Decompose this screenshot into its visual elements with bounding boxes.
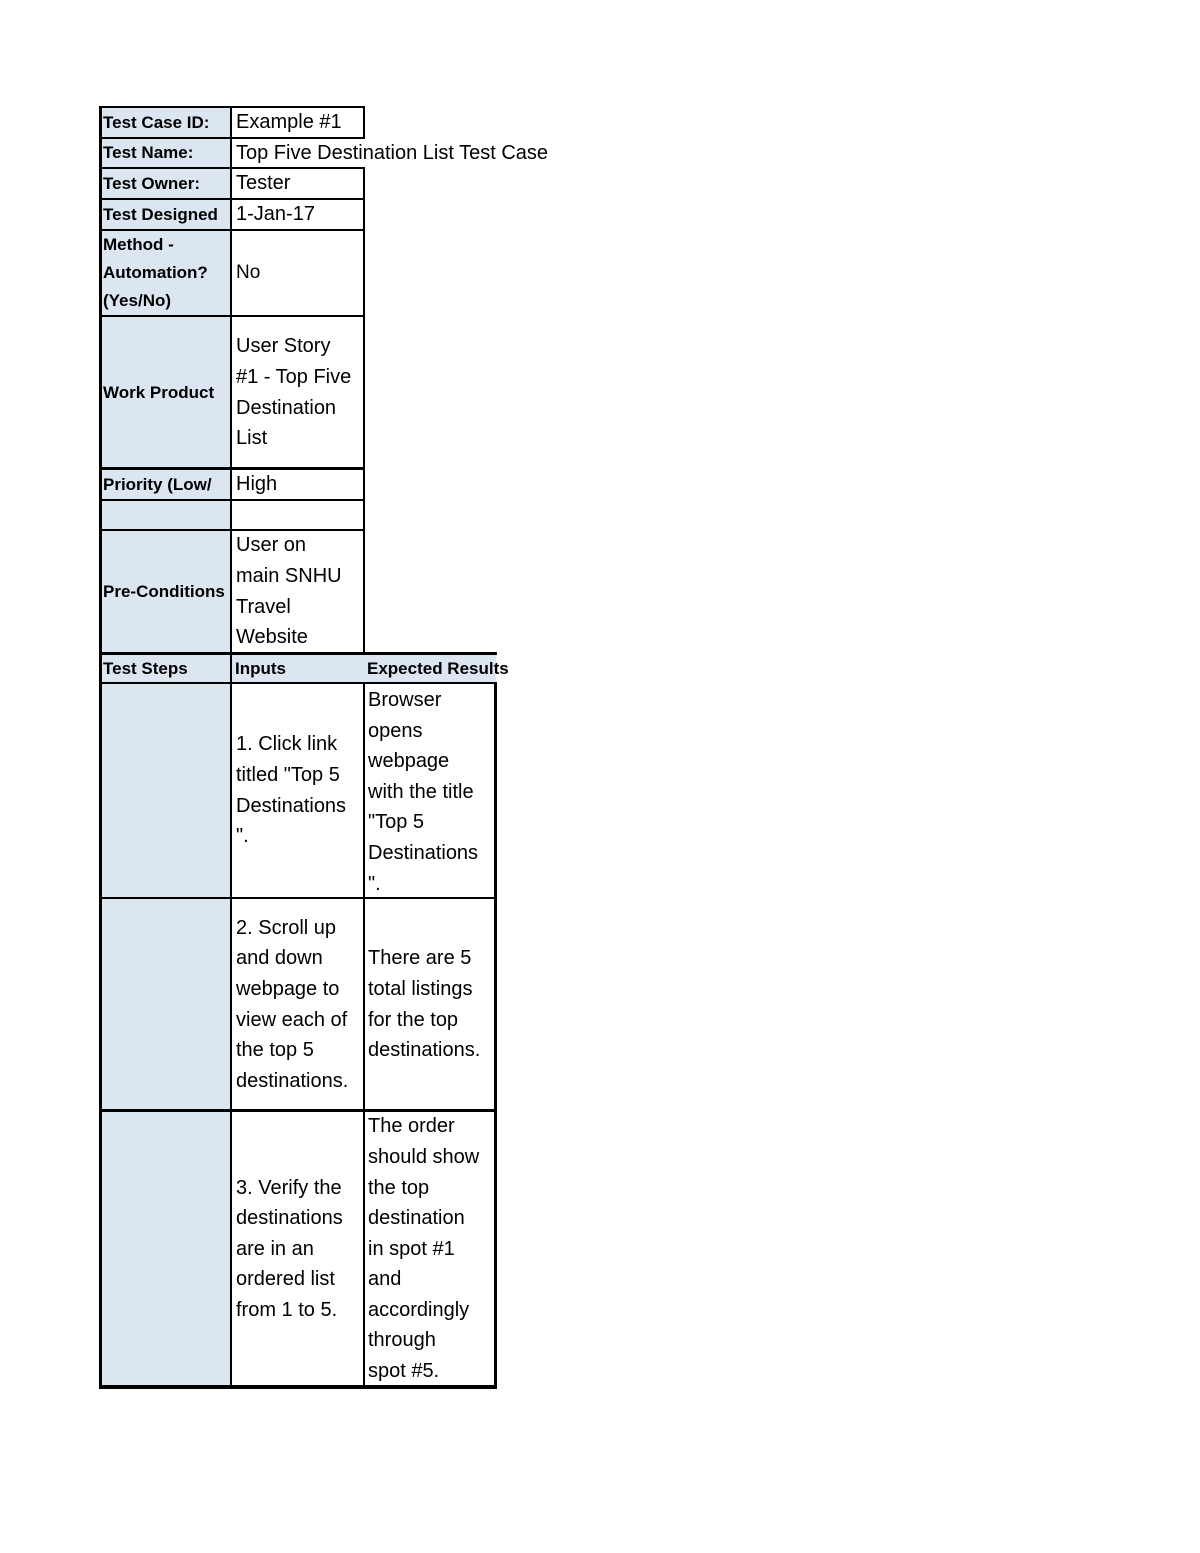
grid-h-6 — [99, 467, 365, 470]
grid-h-1 — [99, 137, 365, 139]
work-product-label: Work Product — [100, 316, 232, 469]
grid-h-3 — [99, 198, 365, 200]
input-cell-3: 3. Verify the destinations are in an ordered list from 1 to 5. — [232, 1111, 364, 1387]
method-value: No — [232, 230, 364, 316]
grid-col-divider-1 — [230, 106, 232, 1389]
grid-left-border — [99, 106, 102, 1389]
grid-h-12 — [99, 1109, 497, 1112]
test-case-id-label: Test Case ID: — [100, 107, 232, 138]
blank-label — [100, 500, 232, 530]
header-inputs: Inputs — [232, 655, 364, 683]
priority-label: Priority (Low/ — [100, 469, 232, 500]
grid-h-0 — [99, 106, 365, 108]
expected-cell-2: There are 5 total listings for the top destinations. — [364, 898, 496, 1111]
preconditions-label: Pre-Conditions — [100, 530, 232, 653]
header-expected-results: Expected Results — [364, 655, 496, 683]
test-designed-label: Test Designed — [100, 199, 232, 230]
expected-cell-1: Browser opens webpage with the title "Top 5 Destinations ". — [364, 683, 496, 898]
grid-col-divider-2c — [363, 683, 365, 1389]
test-name-value: Top Five Destination List Test Case — [236, 142, 549, 164]
priority-value: High — [232, 469, 364, 500]
grid-h-10 — [99, 682, 497, 684]
grid-col-divider-2b — [363, 168, 365, 655]
test-designed-value: 1-Jan-17 — [232, 199, 364, 230]
grid-h-13 — [99, 1385, 497, 1389]
preconditions-value: User on main SNHU Travel Website — [232, 530, 364, 653]
test-case-id-value: Example #1 — [232, 107, 364, 138]
grid-h-5 — [99, 315, 365, 317]
grid-col-divider-2a — [363, 106, 365, 138]
step-cell-3 — [100, 1111, 232, 1387]
method-label: Method - Automation? (Yes/No) — [100, 230, 232, 316]
blank-value — [232, 500, 364, 530]
test-owner-label: Test Owner: — [100, 168, 232, 199]
input-cell-1: 1. Click link titled "Top 5 Destinations ". — [232, 683, 364, 898]
grid-h-9 — [99, 652, 497, 655]
grid-h-7 — [99, 499, 365, 501]
work-product-value: User Story #1 - Top Five Destination List — [232, 316, 364, 469]
step-cell-2 — [100, 898, 232, 1111]
grid-right-border — [494, 683, 497, 1389]
test-name-label: Test Name: — [100, 138, 232, 168]
input-cell-2: 2. Scroll up and down webpage to view each of the top 5 destinations. — [232, 898, 364, 1111]
expected-cell-3: The order should show the top destination in spot #1 and accordingly through spot #5. — [364, 1111, 496, 1387]
grid-h-11 — [99, 897, 497, 899]
test-owner-value: Tester — [232, 168, 364, 199]
grid-h-8 — [99, 529, 365, 531]
step-cell-1 — [100, 683, 232, 898]
header-test-steps: Test Steps — [100, 655, 232, 683]
grid-h-2 — [99, 167, 365, 169]
grid-h-4 — [99, 229, 365, 231]
